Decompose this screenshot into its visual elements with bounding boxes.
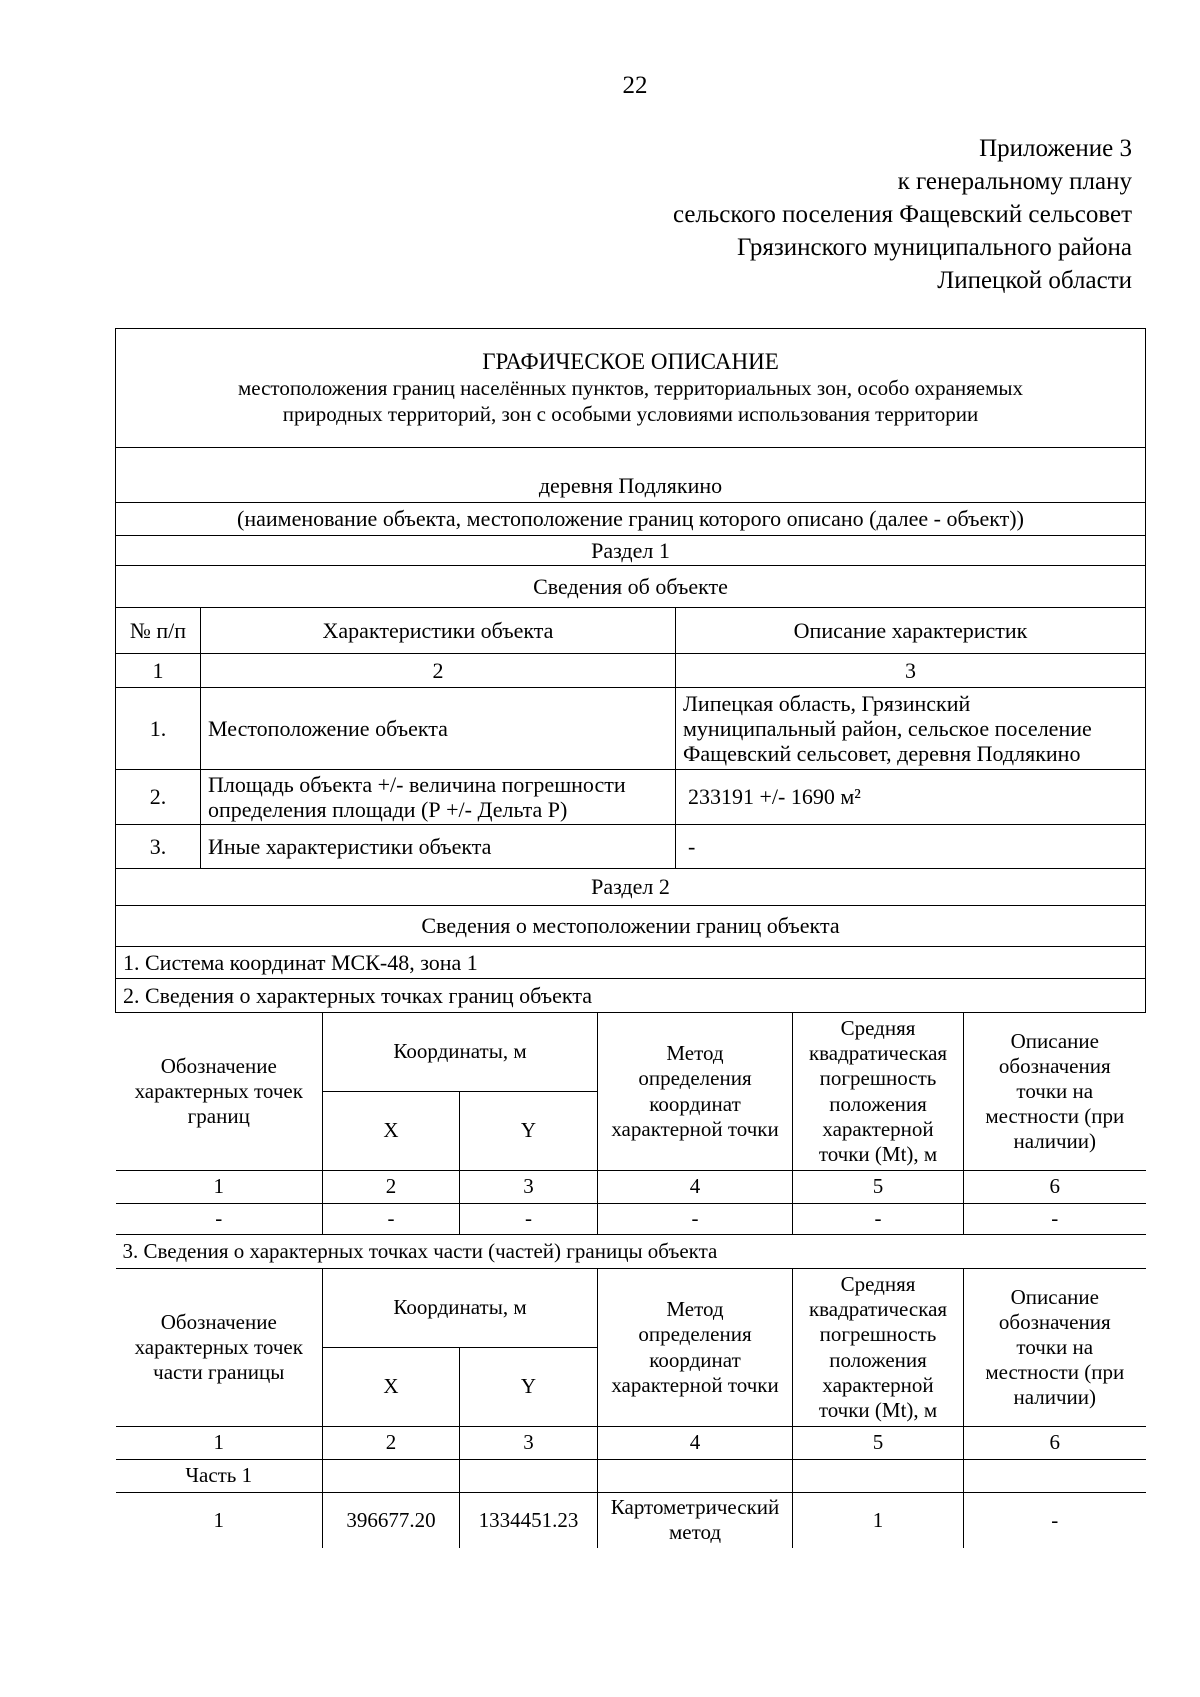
header-line: точки (Mt), м (818, 1397, 938, 1422)
part-point-number: 1 (116, 1493, 323, 1548)
row-name-line: Площадь объекта +/- величина погрешности (208, 771, 626, 797)
row-name: Иные характеристики объекта (201, 825, 676, 869)
header-line: определения (638, 1322, 752, 1347)
part-point-error: 1 (793, 1493, 964, 1548)
header-error (793, 1269, 964, 1427)
points-section-title: 2. Сведения о характерных точках границ объекта (116, 979, 1146, 1013)
header-line: обозначения (998, 1309, 1111, 1334)
header-x: X (323, 1348, 460, 1427)
header-coordinates: Координаты, м (323, 1269, 598, 1348)
col-number: 1 (116, 654, 201, 688)
header-line: координат (649, 1347, 741, 1372)
appendix-line: сельского поселения Фащевский сельсовет (672, 201, 1132, 228)
point-cell: - (460, 1204, 598, 1235)
col-number: 4 (598, 1171, 793, 1204)
empty-cell (793, 1460, 964, 1493)
point-cell: - (116, 1204, 323, 1235)
title-main: ГРАФИЧЕСКОЕ ОПИСАНИЕ (482, 348, 779, 374)
header-line: квадратическая (808, 1297, 948, 1322)
point-cell: - (964, 1204, 1146, 1235)
header-line: Средняя (840, 1015, 916, 1040)
col-number: 2 (323, 1171, 460, 1204)
col-number: 2 (201, 654, 676, 688)
header-line: Средняя (840, 1271, 916, 1296)
part-label: Часть 1 (116, 1460, 323, 1493)
header-description: Описание характеристик (676, 608, 1146, 654)
header-characteristics: Характеристики объекта (201, 608, 676, 654)
empty-cell (964, 1460, 1146, 1493)
header-line: координат (649, 1091, 741, 1116)
header-line: местности (при (985, 1104, 1125, 1129)
section1-title: Сведения об объекте (116, 566, 1146, 608)
page-number: 22 (622, 72, 648, 99)
col-number: 5 (793, 1171, 964, 1204)
row-value (676, 688, 1146, 770)
header-line: местности (при (985, 1360, 1125, 1385)
row-value-line: Липецкая область, Грязинский (683, 690, 971, 716)
header-point-description (964, 1269, 1146, 1427)
header-designation-part (116, 1269, 323, 1427)
title-sub-line: местоположения границ населённых пунктов, территориальных зон, особо охраняемых (237, 375, 1024, 400)
header-method (598, 1269, 793, 1427)
col-number: 2 (323, 1427, 460, 1460)
header-line: характерной (822, 1372, 934, 1397)
object-name: деревня Подлякино (116, 448, 1146, 503)
appendix-line: Грязинского муниципального района (737, 234, 1132, 261)
object-caption: (наименование объекта, местоположение границ которого описано (далее - объект)) (116, 503, 1146, 536)
header-line: характерной (822, 1116, 934, 1141)
header-line: Метод (666, 1041, 724, 1066)
part-point-description: - (964, 1493, 1146, 1548)
header-y: Y (460, 1092, 598, 1171)
header-line: характерных точек (134, 1334, 303, 1359)
header-line: Обозначение (160, 1053, 277, 1078)
point-cell: - (793, 1204, 964, 1235)
header-error (793, 1013, 964, 1171)
title-sub-line: природных территорий, зон с особыми условиями использования территории (282, 402, 979, 427)
header-line: наличии) (1013, 1385, 1097, 1410)
col-number: 5 (793, 1427, 964, 1460)
row-value: - (676, 825, 1146, 869)
boundary-points-table (116, 1013, 1146, 1548)
part-point-y: 1334451.23 (460, 1493, 598, 1548)
header-line: наличии) (1013, 1129, 1097, 1154)
empty-cell (323, 1460, 460, 1493)
header-line: Обозначение (160, 1309, 277, 1334)
col-number: 6 (964, 1171, 1146, 1204)
header-line: положения (829, 1091, 927, 1116)
header-coordinates: Координаты, м (323, 1013, 598, 1092)
header-line: обозначения (998, 1053, 1111, 1078)
row-value: 233191 +/- 1690 м² (676, 770, 1146, 825)
header-line: границ (187, 1104, 250, 1129)
empty-cell (598, 1460, 793, 1493)
row-name (201, 770, 676, 825)
header-y: Y (460, 1348, 598, 1427)
header-line: определения (638, 1066, 752, 1091)
header-line: квадратическая (808, 1041, 948, 1066)
col-number: 3 (460, 1171, 598, 1204)
section2-title: Сведения о местоположении границ объекта (116, 906, 1146, 947)
part-point-x: 396677.20 (323, 1493, 460, 1548)
part-point-method (598, 1493, 793, 1548)
appendix-header (673, 132, 1132, 297)
appendix-line: Приложение 3 (979, 135, 1132, 162)
row-num: 1. (116, 688, 201, 770)
header-line: части границы (153, 1360, 285, 1385)
header-line: погрешность (819, 1066, 937, 1091)
header-line: Описание (1010, 1284, 1099, 1309)
col-number: 6 (964, 1427, 1146, 1460)
row-value-line: Фащевский сельсовет, деревня Подлякино (683, 741, 1081, 767)
method-line: Картометрический (610, 1495, 780, 1520)
coordinate-system: 1. Система координат МСК-48, зона 1 (116, 947, 1146, 979)
header-line: Метод (666, 1297, 724, 1322)
col-number: 1 (116, 1171, 323, 1204)
header-method (598, 1013, 793, 1171)
points-container (116, 1013, 1146, 1548)
header-line: погрешность (819, 1322, 937, 1347)
graphic-description-table (115, 328, 1146, 1548)
document-title (116, 329, 1146, 448)
row-num: 2. (116, 770, 201, 825)
header-x: X (323, 1092, 460, 1171)
col-number: 3 (460, 1427, 598, 1460)
col-number: 3 (676, 654, 1146, 688)
header-line: характерной точки (611, 1116, 779, 1141)
col-number: 4 (598, 1427, 793, 1460)
row-value-line: муниципальный район, сельское поселение (683, 715, 1092, 741)
appendix-line: Липецкой области (937, 267, 1132, 294)
header-line: характерных точек (134, 1078, 303, 1103)
point-cell: - (598, 1204, 793, 1235)
header-point-description (964, 1013, 1146, 1171)
section2-label: Раздел 2 (116, 869, 1146, 906)
row-num: 3. (116, 825, 201, 869)
header-line: Описание (1010, 1028, 1099, 1053)
header-line: точки на (1016, 1334, 1094, 1359)
point-cell: - (323, 1204, 460, 1235)
header-designation (116, 1013, 323, 1171)
row-name-line: определения площади (Р +/- Дельта Р) (208, 797, 568, 822)
parts-section-title: 3. Сведения о характерных точках части (частей) границы объекта (116, 1235, 1146, 1269)
appendix-line: к генеральному плану (897, 168, 1132, 195)
header-line: точки на (1016, 1078, 1094, 1103)
header-line: положения (829, 1347, 927, 1372)
row-name: Местоположение объекта (201, 688, 676, 770)
col-number: 1 (116, 1427, 323, 1460)
header-num: № п/п (116, 608, 201, 654)
method-line: метод (668, 1520, 722, 1545)
empty-cell (460, 1460, 598, 1493)
header-line: точки (Mt), м (818, 1141, 938, 1166)
header-line: характерной точки (611, 1372, 779, 1397)
section1-label: Раздел 1 (116, 536, 1146, 566)
